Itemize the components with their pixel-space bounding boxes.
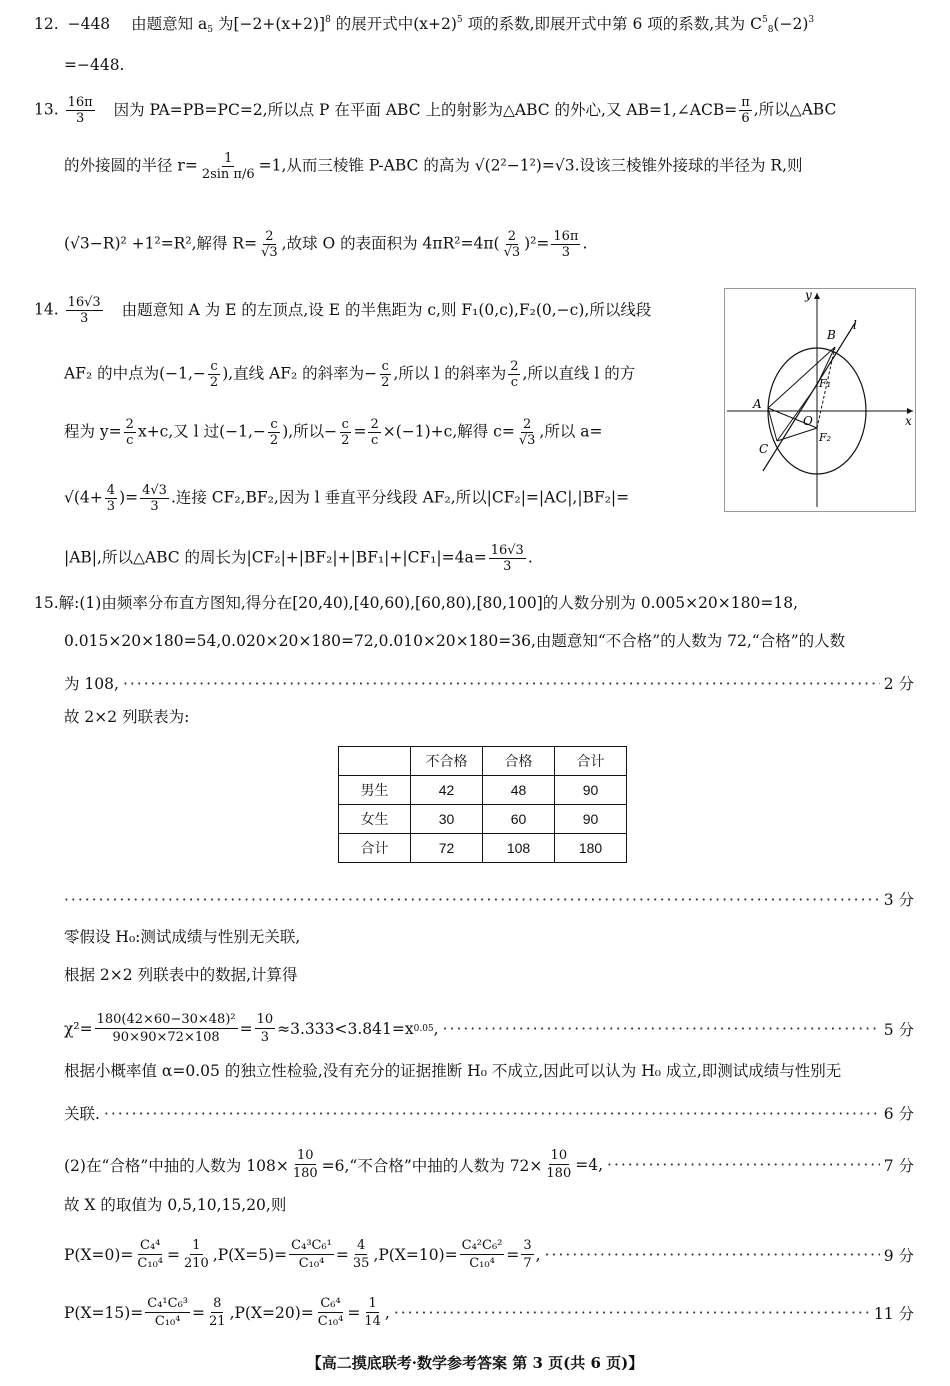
frac: $\frac{c}{2}$ bbox=[269, 417, 279, 448]
q14-text: x+c,又 l 过(−1,− bbox=[137, 422, 266, 441]
q14-line3 bbox=[64, 418, 603, 447]
q14-text: ),直线 AF₂ 的斜率为− bbox=[222, 364, 378, 383]
q14-text: 程为 y= bbox=[64, 422, 122, 441]
frac: $\frac{\text{C₄¹C₆³}}{\text{C₁₀⁴}}$ bbox=[147, 1296, 189, 1329]
table-cell bbox=[339, 747, 411, 776]
q13-text: 因为 PA=PB=PC=2,所以点 P 在平面 ABC 上的射影为△ABC 的外心,又 AB=1,∠ACB= bbox=[113, 100, 738, 119]
frac: $\frac{c}{2}$ bbox=[341, 417, 350, 448]
y-axis-arrow bbox=[814, 293, 820, 299]
q14-text: ×(−1)+c,解得 c= bbox=[382, 422, 515, 441]
frac: $\frac{2}{√3}$ bbox=[261, 229, 278, 260]
q14-text: = bbox=[353, 422, 367, 441]
q15-part2 bbox=[64, 1148, 914, 1181]
q13-text: ,故球 O 的表面积为 4πR²=4π( bbox=[281, 234, 500, 253]
q12-answer: −448 bbox=[67, 15, 111, 33]
q12-text: 的展开式中(x+2) bbox=[330, 15, 457, 33]
leader-dots bbox=[607, 1156, 880, 1174]
q12-num: 12. bbox=[34, 15, 59, 33]
label-f2: F₂ bbox=[819, 431, 832, 444]
frac: $\frac{10}{180}$ bbox=[292, 1148, 318, 1181]
frac: $\frac{c}{2}$ bbox=[209, 359, 219, 390]
frac: $\frac{c}{2}$ bbox=[381, 359, 390, 390]
q15-calc-intro: 根据 2×2 列联表中的数据,计算得 bbox=[64, 966, 298, 984]
table-cell: 180 bbox=[555, 834, 627, 863]
leader-dots bbox=[104, 1105, 880, 1123]
q14-text: ,所以 a= bbox=[539, 422, 603, 441]
table-row bbox=[339, 776, 627, 805]
leader-dots bbox=[545, 1246, 880, 1264]
frac: $\frac{\text{C₄⁴}}{\text{C₁₀⁴}}$ bbox=[137, 1238, 163, 1271]
score-5: 5 分 bbox=[883, 1020, 914, 1039]
q14-text: . bbox=[527, 548, 533, 567]
q14-text: AF₂ 的中点为(−1,− bbox=[64, 364, 206, 383]
q12-text: 项的系数,即展开式中第 6 项的系数,其为 C bbox=[462, 15, 762, 33]
frac: $\frac{16\pi}{3}$ bbox=[553, 229, 579, 260]
q14-line1 bbox=[34, 296, 651, 325]
frac: $\frac{1}{\text{2sin π/6}}$ bbox=[201, 151, 255, 182]
q15-concl1: 根据小概率值 α=0.05 的独立性检验,没有充分的证据推断 H₀ 不成立,因此可以认为 H₀ 成立,即测试成绩与性别无 bbox=[64, 1062, 842, 1080]
frac: $\frac{\text{C₄²C₆²}}{\text{C₁₀⁴}}$ bbox=[461, 1238, 503, 1271]
frac: $\frac{3}{7}$ bbox=[523, 1238, 532, 1271]
table-cell: 合计 bbox=[555, 747, 627, 776]
score-11: 11 分 bbox=[873, 1304, 914, 1323]
q15-text: 关联. bbox=[64, 1105, 100, 1123]
q13-num: 13. bbox=[34, 100, 59, 119]
score-6: 6 分 bbox=[883, 1105, 914, 1123]
table-cell: 42 bbox=[411, 776, 483, 805]
q15-hypothesis: 零假设 H₀:测试成绩与性别无关联, bbox=[64, 928, 301, 946]
table-cell: 不合格 bbox=[411, 747, 483, 776]
table-cell: 男生 bbox=[339, 776, 411, 805]
label-o: O bbox=[803, 414, 813, 428]
q15-px-row2: P(X=15)= $\frac{\text{C₄¹C₆³}}{\text{C₁₀⁴}}$ = $\frac{8}{21}$ ,P(X=20)= $\frac{\text{C₆⁴}}{\text{C₁₀⁴}}$ = $\frac{1}{14}$ , ····· 11 分 bbox=[64, 1296, 914, 1329]
table-cell: 30 bbox=[411, 805, 483, 834]
table-row bbox=[339, 834, 627, 863]
table-cell: 合格 bbox=[483, 747, 555, 776]
q14-line2 bbox=[64, 360, 635, 389]
q14-text: √(4+ bbox=[64, 488, 103, 507]
frac: $\frac{\text{C₄³C₆¹}}{\text{C₁₀⁴}}$ bbox=[291, 1238, 332, 1271]
leader-dots bbox=[123, 675, 880, 693]
q14-text: |AB|,所以△ABC 的周长为|CF₂|+|BF₂|+|BF₁|+|CF₁|=4a= bbox=[64, 548, 487, 567]
label-x: x bbox=[905, 414, 912, 428]
table-cell: 合计 bbox=[339, 834, 411, 863]
q12-line1: 12. −448 由题意知 $a_5$ 为$[-2+(x+2)]^8$ 的展开式中$(x+2)^5$ 项的系数,即展开式中第 6 项的系数,其为 $C^5_8(-2)^3$ bbox=[34, 15, 815, 35]
segment-cf1 bbox=[777, 385, 817, 441]
segment-cf2 bbox=[777, 428, 817, 441]
q13-text: . bbox=[582, 234, 588, 253]
q14-text: ),所以− bbox=[282, 422, 338, 441]
q14-text: 由题意知 A 为 E 的左顶点,设 E 的半焦距为 c,则 F₁(0,c),F₂(0,−c),所以线段 bbox=[121, 300, 652, 319]
label-c: C bbox=[759, 442, 769, 456]
score-9: 9 分 bbox=[883, 1246, 914, 1265]
score-3: 3 分 bbox=[883, 891, 914, 909]
frac: $\frac{8}{21}$ bbox=[209, 1296, 226, 1329]
label-b: B bbox=[827, 328, 836, 342]
q14-text: ,所以 l 的斜率为 bbox=[393, 364, 507, 383]
q14-text: )= bbox=[119, 488, 139, 507]
q13-text: 的外接圆的半径 r= bbox=[64, 156, 198, 175]
label-y: y bbox=[805, 289, 812, 302]
q15-text: P(X=15)= bbox=[64, 1303, 144, 1322]
q14-text: .连接 CF₂,BF₂,因为 l 垂直平分线段 AF₂,所以|CF₂|=|AC|,|BF₂|= bbox=[170, 488, 630, 507]
q15-line1 bbox=[34, 596, 798, 612]
q13-text: ,所以△ABC bbox=[753, 100, 837, 119]
score-2: 2 分 bbox=[883, 675, 914, 693]
page-footer: 【高二摸底联考·数学参考答案 第 3 页(共 6 页)】 bbox=[306, 1354, 644, 1372]
table-cell: 90 bbox=[555, 805, 627, 834]
frac: $\frac{4}{35}$ bbox=[352, 1238, 370, 1271]
score-7: 7 分 bbox=[883, 1156, 914, 1175]
label-l: l bbox=[853, 318, 857, 332]
table-cell: 72 bbox=[411, 834, 483, 863]
q15-text: 为 108, bbox=[64, 675, 119, 693]
frac: $\frac{2}{c}$ bbox=[510, 359, 519, 390]
q15-text: ≈3.333<3.841=x bbox=[277, 1019, 414, 1038]
q15-text: , bbox=[433, 1019, 439, 1038]
q15-text: (2)在“合格”中抽的人数为 108× bbox=[64, 1156, 289, 1175]
q13-line1 bbox=[34, 96, 836, 125]
q14-num: 14. bbox=[34, 300, 59, 319]
q12-text: 为[−2+(x+2)] bbox=[213, 15, 326, 33]
q15-line4: 故 2×2 列联表为: bbox=[64, 708, 190, 726]
table-cell: 女生 bbox=[339, 805, 411, 834]
q12-text: (−2) bbox=[773, 15, 809, 33]
label-a: A bbox=[753, 397, 762, 411]
leader-dots bbox=[64, 891, 880, 909]
q14-line5 bbox=[64, 544, 533, 573]
q15-text: ,P(X=5)= bbox=[212, 1245, 288, 1264]
frac: $\frac{2}{√3}$ bbox=[518, 417, 536, 448]
score-row-3 bbox=[64, 888, 914, 910]
table-cell: 48 bbox=[483, 776, 555, 805]
frac: $\frac{16√3}{3}$ bbox=[490, 543, 524, 574]
q15-text: χ²= bbox=[64, 1019, 93, 1038]
table-row bbox=[339, 805, 627, 834]
ellipse-diagram bbox=[725, 289, 915, 511]
q15-xvals: 故 X 的取值为 0,5,10,15,20,则 bbox=[64, 1196, 287, 1214]
q15-text: ,P(X=20)= bbox=[229, 1303, 314, 1322]
frac: $\frac{2}{√3}$ bbox=[503, 229, 521, 260]
q13-line2 bbox=[64, 152, 803, 181]
frac: $\frac{2}{c}$ bbox=[125, 417, 134, 448]
q15-text: =4, bbox=[575, 1155, 604, 1174]
contingency-table bbox=[338, 746, 627, 863]
q13-text: =1,从而三棱锥 P-ABC 的高为 √(2²−1²)=√3.设该三棱锥外接球的半径为 R,则 bbox=[258, 156, 803, 175]
leader-dots bbox=[443, 1020, 880, 1038]
q15-text: =6,“不合格”中抽的人数为 72× bbox=[321, 1156, 543, 1175]
q15-text: 解:(1)由频率分布直方图知,得分在[20,40),[40,60),[60,80),[80,100]的人数分别为 0.005×20×180=18, bbox=[58, 594, 798, 612]
q15-text: P(X=0)= bbox=[64, 1245, 134, 1264]
frac: $\frac{\text{C₆⁴}}{\text{C₁₀⁴}}$ bbox=[317, 1296, 344, 1329]
q15-px-row1: P(X=0)= $\frac{\text{C₄⁴}}{\text{C₁₀⁴}}$ = $\frac{1}{210}$ ,P(X=5)= $\frac{\text{C₄³C₆¹}}{\text{C₁₀⁴}}$ = $\frac{4}{35}$ ,P(X=10)= $\frac{\text{C₄²C₆²}}{\text{C₁₀⁴}}$ = $\frac{3}{7}$ , ····· 9 分 bbox=[64, 1238, 914, 1271]
q13-text: (√3−R)² +1²=R²,解得 R= bbox=[64, 234, 258, 253]
q15-line2: 0.015×20×180=54,0.020×20×180=72,0.010×20×180=36,由题意知“不合格”的人数为 72,“合格”的人数 bbox=[64, 632, 846, 650]
frac: $\frac{4√3}{3}$ bbox=[142, 483, 167, 514]
frac: $\frac{\pi}{6}$ bbox=[741, 95, 750, 126]
q15-text: = bbox=[239, 1019, 253, 1038]
table-cell: 108 bbox=[483, 834, 555, 863]
q15-text: ,P(X=10)= bbox=[373, 1245, 458, 1264]
q15-line3 bbox=[64, 672, 914, 694]
q15-chi bbox=[64, 1012, 914, 1045]
q14-answer: $\frac{16√3}{3}$ bbox=[67, 295, 101, 326]
q12-line2: =−448. bbox=[64, 56, 125, 74]
frac: $\frac{1}{210}$ bbox=[184, 1238, 209, 1271]
q13-line3 bbox=[64, 230, 587, 259]
q12-text: 由题意知 a bbox=[131, 15, 208, 33]
q15-text: 0.05 bbox=[413, 1023, 434, 1034]
q13-text: )²= bbox=[524, 234, 550, 253]
q14-text: ,所以直线 l 的方 bbox=[522, 364, 636, 383]
label-f1: F₁ bbox=[819, 377, 832, 390]
table-row bbox=[339, 747, 627, 776]
frac: $\frac{1}{14}$ bbox=[364, 1296, 381, 1329]
frac: $\frac{2}{c}$ bbox=[370, 417, 379, 448]
q15-concl2 bbox=[64, 1102, 914, 1124]
frac: $\frac{10}{180}$ bbox=[546, 1148, 572, 1181]
frac: $\frac{4}{3}$ bbox=[106, 483, 116, 514]
q14-line4 bbox=[64, 484, 629, 513]
ellipse-figure bbox=[724, 288, 916, 512]
q15-num: 15. bbox=[34, 594, 59, 612]
frac: $\frac{10}{3}$ bbox=[256, 1012, 274, 1045]
table-cell: 90 bbox=[555, 776, 627, 805]
leader-dots bbox=[394, 1304, 870, 1322]
table-cell: 60 bbox=[483, 805, 555, 834]
frac: $\frac{\text{180(42×60−30×48)²}}{90\times 90\times 72\times 108}$ bbox=[96, 1012, 236, 1045]
q13-answer: $\frac{16\pi}{3}$ bbox=[67, 95, 93, 126]
